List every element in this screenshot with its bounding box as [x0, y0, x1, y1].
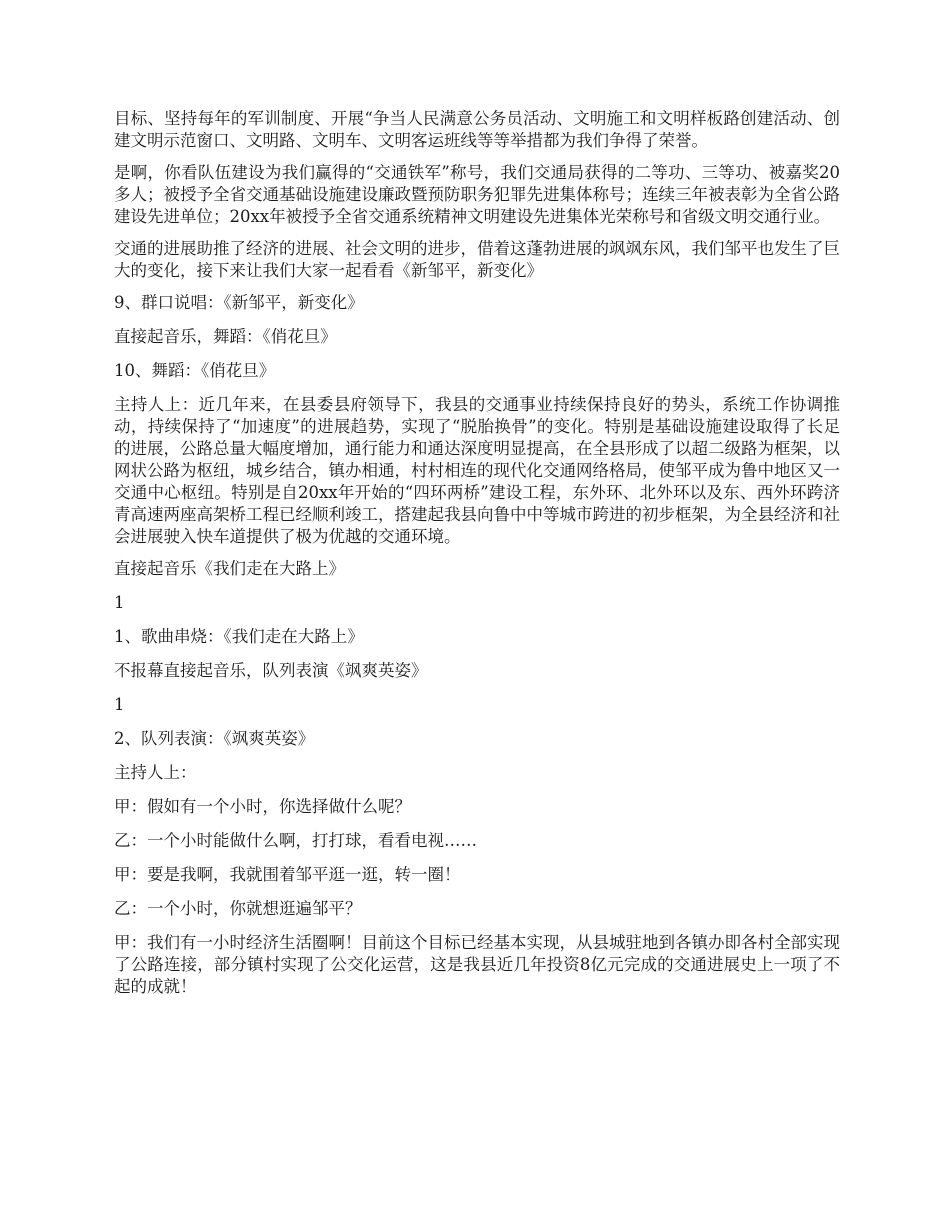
dialogue-line-jia-1: 甲：假如有一个小时，你选择做什么呢？ [114, 797, 411, 816]
paragraph-iron-army: 是啊，你看队伍建设为我们赢得的“交通铁军”称号，我们交通局获得的二等功、三等功、被嘉奖20多人；被授予全省交通基础设施建设廉政暨预防职务犯罪先进集体称号；连续三年被表彰为全省公路建设先进单位；20xx年被授予全省交通系统精神文明建设先进集体光荣称号和省级文明交通行业。 [114, 163, 840, 226]
dialogue-line-yi-2: 乙：一个小时，你就想逛遍邹平？ [114, 899, 362, 918]
document-page [114, 108, 840, 1008]
program-item-formation: 2、队列表演：《飒爽英姿》 [114, 729, 315, 748]
stage-direction-song: 直接起音乐《我们走在大路上》 [114, 559, 345, 578]
program-item-10: 10、舞蹈：《俏花旦》 [114, 361, 276, 380]
dialogue-line-jia-3: 甲：我们有一小时经济生活圈啊！目前这个目标已经基本实现，从县城驻地到各镇办即各村全部实现了公路连接，部分镇村实现了公交化运营，这是我县近几年投资8亿元完成的交通进展史上一项了不起的成就！ [114, 933, 840, 996]
dialogue-line-jia-2: 甲：要是我啊，我就围着邹平逛一逛，转一圈！ [114, 865, 461, 884]
program-item-9: 9、群口说唱：《新邹平，新变化》 [114, 293, 364, 312]
page-number-marker-2: 1 [114, 695, 125, 714]
paragraph-host-transport-achievements: 主持人上：近几年来，在县委县府领导下，我县的交通事业持续保持良好的势头，系统工作协调推动，持续保持了“加速度”的进展趋势，实现了“脱胎换骨”的变化。特别是基础设施建设取得了长足的进展，公路总量大幅度增加，通行能力和通达深度明显提高，在全县形成了以超二级路为框架，以网状公路为枢纽，城乡结合，镇办相通，村村相连的现代化交通网络格局，使邹平成为鲁中地区又一交通中心枢纽。特别是自20xx年开始的“四环两桥”建设工程，东外环、北外环以及东、西外环跨济青高速两座高架桥工程已经顺利竣工，搭建起我县向鲁中中等城市跨进的初步框架，为全县经济和社会进展驶入快车道提供了极为优越的交通环境。 [114, 395, 840, 546]
program-item-song-medley: 1、歌曲串烧：《我们走在大路上》 [114, 627, 364, 646]
dialogue-line-yi-1: 乙：一个小时能做什么啊，打打球，看看电视…… [114, 831, 477, 850]
stage-direction-formation: 不报幕直接起音乐，队列表演《飒爽英姿》 [114, 661, 428, 680]
paragraph-new-zouping-intro: 交通的进展助推了经济的进展、社会文明的进步，借着这蓬勃进展的飒飒东风，我们邹平也发生了巨大的变化，接下来让我们大家一起看看《新邹平，新变化》 [114, 239, 840, 280]
page-number-marker: 1 [114, 593, 125, 612]
paragraph-honor-measures: 目标、坚持每年的军训制度、开展“争当人民满意公务员活动、文明施工和文明样板路创建活动、创建文明示范窗口、文明路、文明车、文明客运班线等等举措都为我们争得了荣誉。 [114, 109, 840, 150]
host-cue: 主持人上： [114, 763, 197, 782]
stage-direction-dance: 直接起音乐，舞蹈：《俏花旦》 [114, 327, 337, 346]
